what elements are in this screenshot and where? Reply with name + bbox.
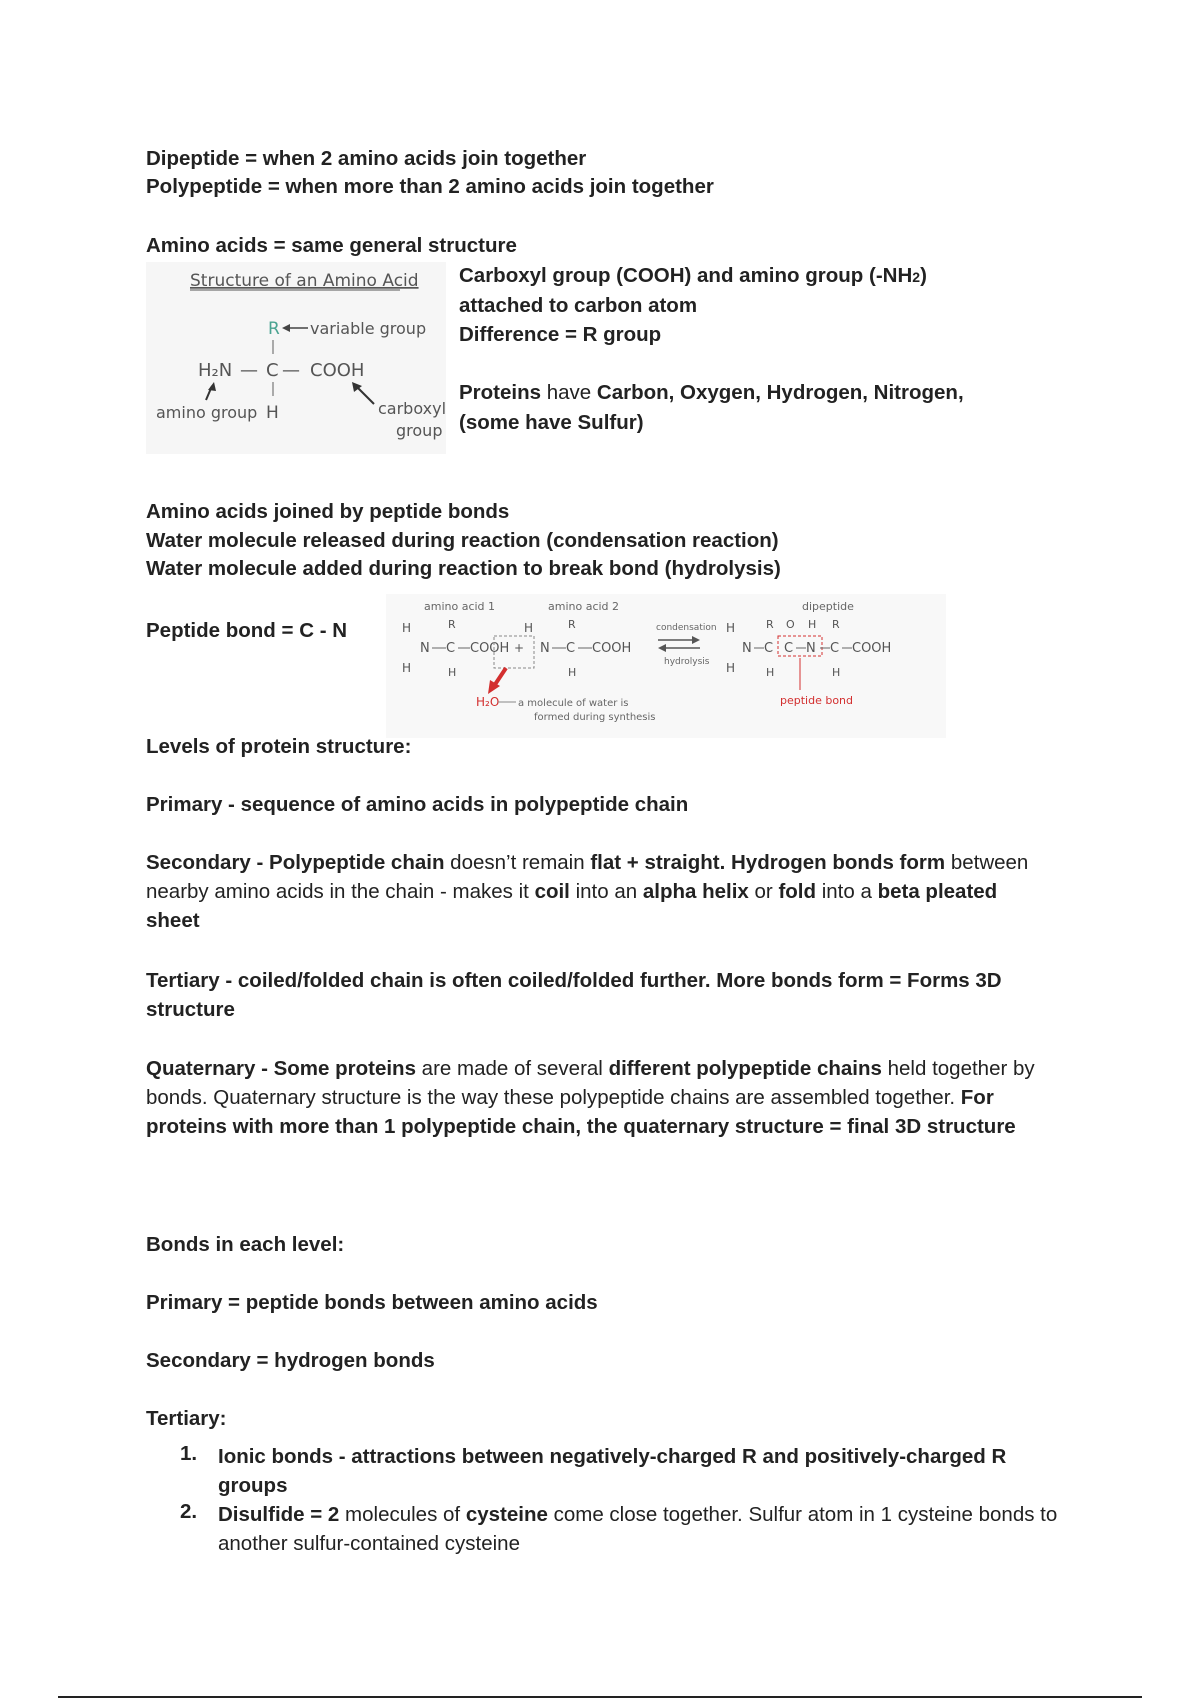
amino-arrow-head — [208, 382, 216, 391]
condensation-label: condensation — [656, 623, 717, 633]
peptide-line-3: Water molecule added during reaction to break bond (hydrolysis) — [146, 557, 781, 580]
disulfide-b: molecules of — [339, 1503, 466, 1526]
subscript-two: 2 — [912, 269, 921, 285]
bonds-primary: Primary = peptide bonds between amino acids — [146, 1291, 598, 1314]
disulfide-item — [218, 1500, 1068, 1558]
dipeptide-definition: Dipeptide = when 2 amino acids join together — [146, 147, 587, 170]
variable-arrow-head — [282, 324, 290, 332]
aa1-cooh: COOH — [470, 641, 510, 656]
secondary-j: into a — [816, 880, 872, 903]
figure-title: Structure of an Amino Acid — [190, 271, 419, 291]
amino-acid-2-label: amino acid 2 — [548, 600, 620, 613]
primary-level: Primary - sequence of amino acids in polypeptide chain — [146, 793, 689, 816]
dp-cooh: COOH — [852, 641, 892, 656]
hydrogen-label: H — [266, 403, 279, 423]
carboxyl-arrow — [356, 386, 374, 404]
dp-n1: N — [742, 641, 752, 656]
aa2-r: R — [568, 618, 576, 631]
dp-h-bottom: H — [726, 661, 736, 675]
secondary-b: doesn’t remain — [444, 851, 591, 874]
peptide-reaction-figure — [386, 594, 946, 738]
secondary-a: Secondary - Polypeptide chain — [146, 851, 445, 874]
ionic-bonds-item: Ionic bonds - attractions between negatively-charged R and positively-charged R groups — [218, 1445, 1007, 1497]
aa1-h: H — [448, 666, 457, 679]
amino-group-label: amino group — [156, 403, 258, 422]
carboxyl-amino-close: ) — [920, 264, 927, 287]
bonds-secondary: Secondary = hydrogen bonds — [146, 1349, 435, 1372]
quaternary-a: Quaternary - Some proteins — [146, 1057, 416, 1080]
variable-group-label: variable group — [310, 319, 427, 338]
elements-text — [459, 378, 964, 407]
quaternary-d: held together by bonds. Quaternary structure is the way these polypeptide chains are assembled together. — [146, 1057, 1035, 1109]
amino-acid-diagram — [146, 262, 446, 454]
secondary-c: flat + straight. Hydrogen bonds form — [590, 851, 946, 874]
aa2-c: C — [566, 641, 576, 656]
aa1-r: R — [448, 618, 456, 631]
difference-text: Difference = R group — [459, 323, 662, 346]
peptide-reaction-diagram — [386, 594, 946, 738]
dp-h2: H — [808, 618, 817, 631]
carboxyl-label: COOH — [310, 360, 365, 381]
secondary-g: alpha helix — [642, 880, 749, 903]
secondary-h: or — [748, 880, 779, 903]
aa1-c: C — [446, 641, 456, 656]
amino-acid-1-label: amino acid 1 — [424, 600, 496, 613]
aa1-n: N — [420, 641, 430, 656]
dp-h1: H — [766, 666, 775, 679]
disulfide-a: Disulfide = 2 — [218, 1503, 340, 1526]
group-word: group — [396, 421, 443, 440]
quaternary-c: different polypeptide chains — [608, 1057, 882, 1080]
r-group-label: R — [268, 319, 280, 339]
peptide-bond-label: peptide bond — [780, 694, 854, 707]
secondary-i: fold — [778, 880, 817, 903]
disulfide-d: come close together. Sulfur atom in 1 cysteine bonds to another sulfur-contained cysteine — [218, 1503, 1058, 1555]
secondary-level — [146, 848, 1051, 935]
polypeptide-definition: Polypeptide = when more than 2 amino acids join together — [146, 175, 714, 198]
peptide-line-2: Water molecule released during reaction (condensation reaction) — [146, 529, 779, 552]
secondary-k: beta pleated sheet — [146, 880, 998, 932]
dp-h-top: H — [726, 621, 736, 635]
central-carbon: C — [266, 360, 279, 381]
dp-n2: N — [806, 641, 816, 656]
amino-acid-structure-figure — [146, 262, 446, 454]
quaternary-b: are made of several — [415, 1057, 609, 1080]
aa2-h: H — [568, 666, 577, 679]
dp-c1: C — [764, 641, 774, 656]
attached-carbon-text: attached to carbon atom — [459, 294, 698, 317]
dp-c3: C — [830, 641, 840, 656]
structure-heading: Amino acids = same general structure — [146, 234, 517, 257]
water-note-2: formed during synthesis — [534, 712, 656, 723]
elements-list: Carbon, Oxygen, Hydrogen, Nitrogen, — [596, 381, 964, 404]
quaternary-level — [146, 1054, 1051, 1141]
bottom-divider — [58, 1696, 1142, 1698]
peptide-bond-definition: Peptide bond = C - N — [146, 619, 348, 642]
have-word: have — [541, 381, 597, 404]
amine-label: H₂N — [198, 360, 233, 381]
bonds-tertiary-heading: Tertiary: — [146, 1407, 227, 1430]
bond-dash-left: — — [240, 360, 258, 381]
dp-c2: C — [784, 641, 794, 656]
water-label: H₂O — [476, 695, 500, 709]
list-number-1: 1. — [180, 1442, 198, 1465]
bond-dash-right: — — [282, 360, 300, 381]
sulfur-text: (some have Sulfur) — [459, 411, 644, 434]
dp-r2: R — [832, 618, 840, 631]
aa2-h-top: H — [524, 621, 534, 635]
list-number-2: 2. — [180, 1500, 198, 1523]
aa1-h-bottom: H — [402, 661, 412, 675]
water-note-1: a molecule of water is — [518, 698, 629, 709]
peptide-line-1: Amino acids joined by peptide bonds — [146, 500, 510, 523]
bonds-heading: Bonds in each level: — [146, 1233, 345, 1256]
aa2-cooh: COOH — [592, 641, 632, 656]
secondary-f: into an — [569, 880, 643, 903]
secondary-d: between nearby amino acids in the chain - makes it — [146, 851, 1029, 903]
quaternary-e: For proteins with more than 1 polypeptide chain, the quaternary structure = final 3D structure — [146, 1086, 1016, 1138]
plus-sign: + — [514, 641, 525, 655]
aa1-h-top: H — [402, 621, 412, 635]
carboxyl-amino-main: Carboxyl group (COOH) and amino group (-NH — [459, 264, 913, 287]
reverse-arrow-head — [658, 644, 666, 652]
levels-heading: Levels of protein structure: — [146, 735, 412, 758]
hydrolysis-label: hydrolysis — [664, 657, 710, 667]
dp-o: O — [786, 618, 795, 631]
aa2-n: N — [540, 641, 550, 656]
carboxyl-amino-text — [459, 261, 927, 292]
forward-arrow-head — [692, 636, 700, 644]
dp-h3: H — [832, 666, 841, 679]
carboxyl-word: carboxyl — [378, 399, 446, 418]
secondary-e: coil — [534, 880, 570, 903]
tertiary-level: Tertiary - coiled/folded chain is often coiled/folded further. More bonds form = Forms 3D structure — [146, 969, 1002, 1021]
proteins-word: Proteins — [459, 381, 542, 404]
dp-r1: R — [766, 618, 774, 631]
water-arrow — [494, 668, 506, 686]
disulfide-c: cysteine — [465, 1503, 548, 1526]
dipeptide-label: dipeptide — [802, 600, 854, 613]
